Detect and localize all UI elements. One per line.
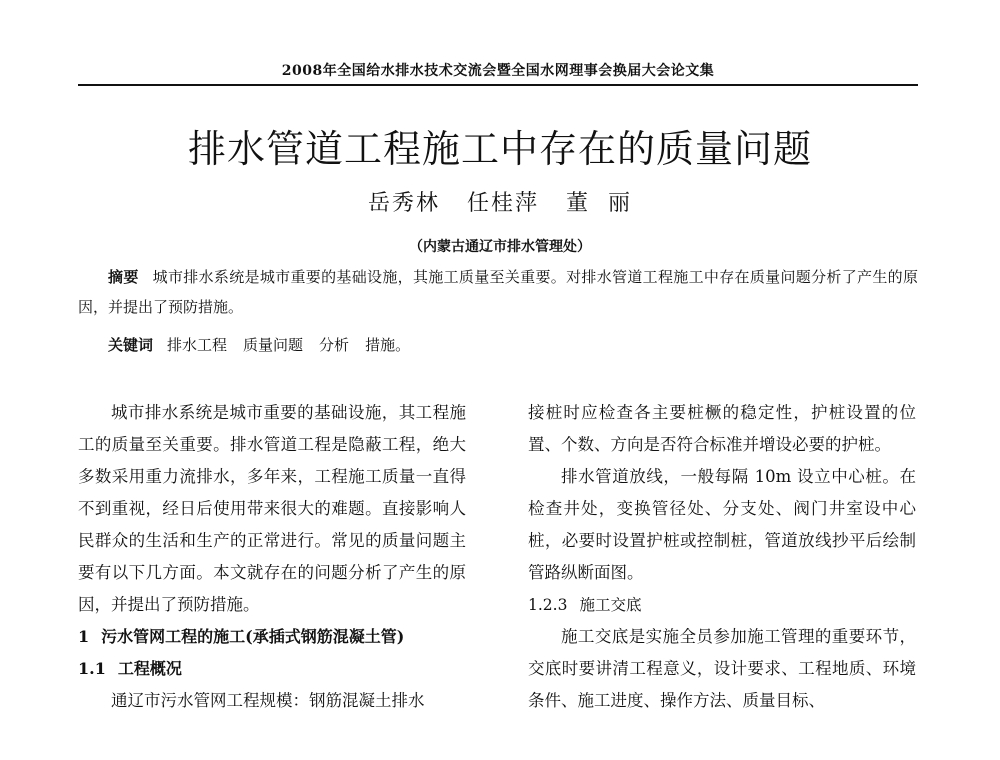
body-paragraph: 排水管道放线，一般每隔 10m 设立中心桩。在检查井处，变换管径处、分支处、阀门井室设中心桩，必要时设置护桩或控制桩，管道放线抄平后绘制管路纵断面图。 — [528, 467, 916, 582]
proceedings-header: 2008年全国给水排水技术交流会暨全国水网理事会换届大会论文集 — [281, 63, 715, 79]
section-heading — [78, 621, 466, 653]
right-column — [528, 397, 916, 717]
subsubsection-number: 1.2.3 — [528, 596, 568, 614]
affiliation: （内蒙古通辽市排水管理处） — [409, 239, 591, 255]
intro-paragraph: 城市排水系统是城市重要的基础设施，其工程施工的质量至关重要。排水管道工程是隐蔽工程，绝大多数采用重力流排水，多年来，工程施工质量一直得不到重视，经日后使用带来很大的难题。直接影响人民群众的生活和生产的正常进行。常见的质量问题主要有以下几方面。本文就存在的问题分析了产生的原因，并提出了预防措施。 — [78, 403, 466, 614]
keyword: 质量问题 — [243, 336, 304, 354]
subsection-title: 工程概况 — [117, 659, 182, 678]
paper-title: 排水管道工程施工中存在的质量问题 — [187, 127, 812, 171]
abstract-label: 摘要 — [108, 268, 139, 286]
abstract-text: 城市排水系统是城市重要的基础设施，其施工质量至关重要。对排水管道工程施工中存在质量问题分析了产生的原因，并提出了预防措施。 — [78, 268, 918, 316]
header-rule — [78, 84, 918, 86]
body-paragraph: 施工交底是实施全员参加施工管理的重要环节，交底时要讲清工程意义，设计要求、工程地质、环境条件、施工进度、操作方法、质量目标、 — [528, 627, 916, 710]
subsubsection-heading — [528, 589, 916, 621]
body-paragraph: 接桩时应检查各主要桩橛的稳定性，护桩设置的位置、个数、方向是否符合标准并增设必要的护桩。 — [528, 403, 916, 454]
keyword: 措施。 — [365, 336, 411, 354]
keyword: 排水工程 — [167, 336, 228, 354]
section-number: 1 — [78, 627, 90, 646]
abstract — [78, 262, 918, 322]
subsection-number: 1.1 — [78, 659, 106, 678]
left-column — [78, 397, 466, 717]
section-title: 污水管网工程的施工(承插式钢筋混凝土管) — [101, 627, 405, 646]
subsubsection-title: 施工交底 — [579, 596, 642, 614]
subsection-heading — [78, 653, 466, 685]
keywords-label: 关键词 — [108, 336, 154, 354]
overview-paragraph: 通辽市污水管网工程规模：钢筋混凝土排水 — [111, 691, 425, 710]
authors: 岳秀林 任桂萍 董 丽 — [368, 191, 632, 216]
keywords — [78, 332, 918, 358]
keyword: 分析 — [319, 336, 350, 354]
